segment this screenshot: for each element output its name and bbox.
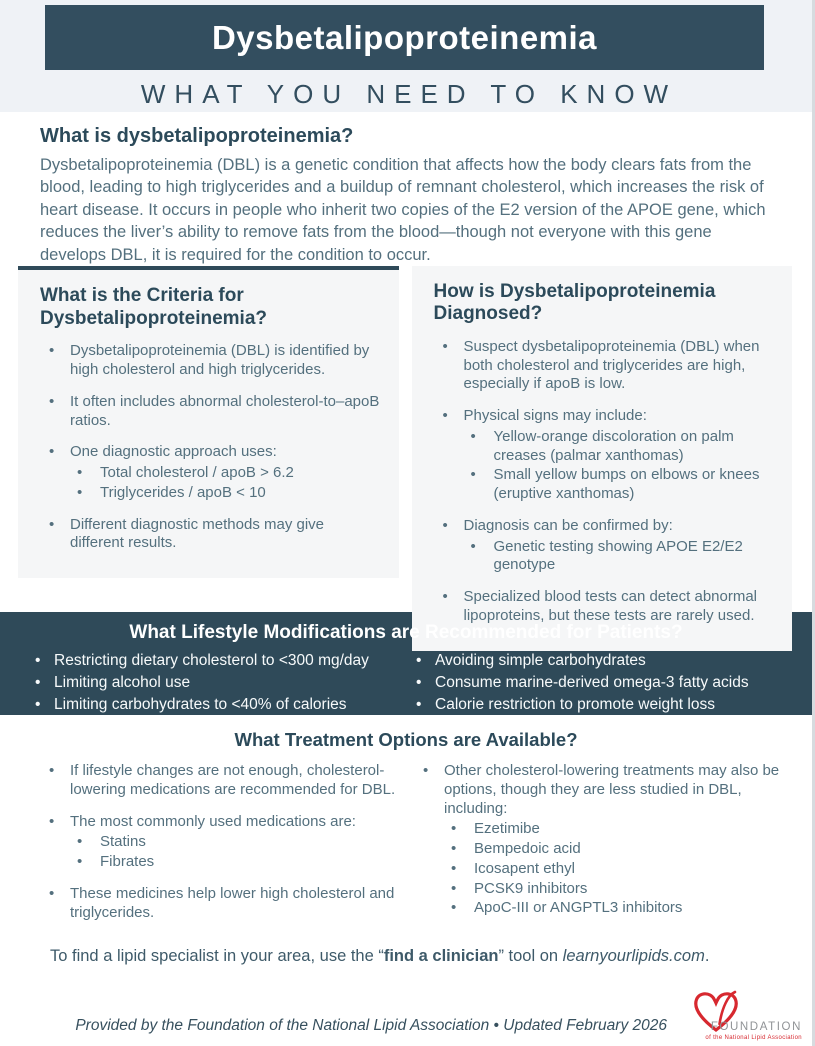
bullet-item [40,443,381,502]
find-clinician-line [50,947,812,966]
bullet-item [434,338,775,394]
sub-bullet-text: Icosapent ethyl [474,859,575,877]
bullet-item [434,588,775,626]
learnyourlipids-link[interactable]: learnyourlipids.com [562,947,705,965]
treatment-right-list [414,762,787,938]
sub-bullet-text: Genetic testing showing APOE E2/E2 genotype [493,537,743,574]
sub-bullet-item [444,899,787,918]
treatment-left-list [40,762,398,938]
sub-bullet-item [444,840,787,859]
bullet-text: Limiting alcohol use [54,673,191,691]
bullet-item [407,651,812,671]
bullet-text: Other cholesterol-lowering treatments may also be options, though they are less studied in DBL, including: [444,762,780,817]
bullet-item [40,762,398,800]
bullet-text: Different diagnostic methods may give different results. [70,515,325,552]
criteria-heading: What is the Criteria for Dysbetalipoproteinemia? [40,285,267,329]
bullet-text: Suspect dysbetalipoproteinemia (DBL) when both cholesterol and triglycerides are high, especially if apoB is low. [463,337,760,393]
sub-bullet-list [464,538,775,576]
sub-bullet-text: Ezetimibe [474,820,540,838]
masthead [0,0,812,112]
bullet-item [434,407,775,504]
find-clinician-label: find a clinician [383,947,499,965]
sub-bullet-item [70,484,381,503]
diagnosis-panel-body [412,266,793,651]
nla-foundation-logo [675,987,803,1044]
diagnosis-panel [412,266,793,624]
sub-bullet-item [464,538,775,576]
criteria-panel-body [18,270,399,578]
sub-bullet-text: Total cholesterol / apoB > 6.2 [100,464,294,481]
criteria-bullet-list [40,342,381,553]
bullet-text: The most commonly used medications are: [70,812,356,830]
bullet-item [26,695,407,715]
sub-bullet-text: Triglycerides / apoB < 10 [100,483,266,501]
bullet-text: Avoiding simple carbohydrates [435,652,646,669]
diagnosis-bullet-list [434,338,775,626]
treatment-heading: What Treatment Options are Available? [234,729,578,750]
bullet-text: Limiting carbohydrates to <40% of calories [54,695,347,713]
sub-bullet-list [444,820,787,918]
bullet-item [434,517,775,575]
sub-bullet-item [464,466,775,504]
bullet-text: Restricting dietary cholesterol to <300 mg/day [54,652,369,669]
sub-bullet-text: Statins [100,833,146,851]
treatment-columns [40,762,787,938]
page-title: Dysbetalipoproteinemia [211,18,598,56]
lifestyle-right-list [407,651,812,716]
bullet-item [407,673,812,693]
treatment-section [0,729,812,938]
bullet-text: Calorie restriction to promote weight loss [435,695,715,713]
bullet-text: Physical signs may include: [463,407,647,425]
intro-section [0,112,812,266]
page-subtitle: WHAT YOU NEED TO KNOW [140,79,678,109]
bullet-text: Diagnosis can be confirmed by: [463,516,673,534]
bullet-item [40,516,381,554]
sub-bullet-list [70,464,381,503]
sub-bullet-text: Small yellow bumps on elbows or knees (eruptive xanthomas) [493,466,760,503]
footer [0,987,809,1046]
sub-bullet-list [70,833,398,872]
bullet-text: Consume marine-derived omega-3 fatty acids [435,673,749,691]
sub-bullet-list [464,428,775,504]
bullet-item [40,342,381,380]
clinician-middle: ” tool on [498,947,563,965]
sub-bullet-item [70,464,381,483]
logo-foundation-text: FOUNDATION [710,1021,802,1033]
bullet-text: These medicines help lower high cholesterol and triglycerides. [70,884,395,921]
sub-bullet-item [444,820,787,839]
sub-bullet-item [444,860,787,879]
bullet-item [40,885,398,923]
sub-bullet-text: Yellow-orange discoloration on palm creases (palmar xanthomas) [493,427,734,464]
bullet-item [26,651,407,671]
sub-bullet-text: ApoC-III or ANGPTL3 inhibitors [474,899,683,917]
bullet-text: One diagnostic approach uses: [70,443,277,461]
sub-bullet-text: Fibrates [100,853,155,870]
criteria-panel [18,266,399,578]
intro-paragraph: Dysbetalipoproteinemia (DBL) is a genetic condition that affects how the body clears fats from the blood, leading to high triglycerides and a buildup of remnant cholesterol, which increases the risk of heart disease. It occurs in people who inherit two copies of the E2 version of the APOE gene, which reduces the liver’s ability to remove fats from the blood—though not everyone with this gene develops DBL, it is required for the condition to occur. [40,156,766,264]
bullet-text: If lifestyle changes are not enough, cholesterol-lowering medications are recommended for DBL. [70,762,396,798]
footer-credit: Provided by the Foundation of the National Lipid Association • Updated February 2026 [75,1017,667,1034]
sub-bullet-item [70,853,398,872]
bullet-text: It often includes abnormal cholesterol-to–apoB ratios. [70,392,380,429]
logo-subtext: of the National Lipid Association [705,1035,802,1041]
sub-bullet-item [464,428,775,466]
sub-bullet-item [444,880,787,899]
bullet-item [414,762,787,918]
clinician-prefix: To find a lipid specialist in your area, use the “ [50,947,384,965]
bullet-item [26,673,407,693]
bullet-text: Specialized blood tests can detect abnormal lipoproteins, but these tests are rarely used. [463,588,758,624]
clinician-suffix: . [704,947,710,965]
sub-bullet-text: Bempedoic acid [474,840,581,857]
title-bar [45,5,764,70]
bullet-text: Dysbetalipoproteinemia (DBL) is identified by high cholesterol and high triglycerides. [70,342,370,378]
sub-bullet-item [70,833,398,852]
lifestyle-left-list [26,651,407,716]
diagnosis-heading: How is Dysbetalipoproteinemia Diagnosed? [433,281,716,325]
lifestyle-heading: What Lifestyle Modifications are Recommended for Patients? [129,622,683,643]
lifestyle-columns [0,651,812,716]
intro-heading: What is dysbetalipoproteinemia? [40,125,354,147]
bullet-item [40,813,398,872]
criteria-diagnosis-row [18,266,792,624]
sub-bullet-text: PCSK9 inhibitors [474,879,588,897]
bullet-item [40,393,381,431]
bullet-item [407,695,812,715]
